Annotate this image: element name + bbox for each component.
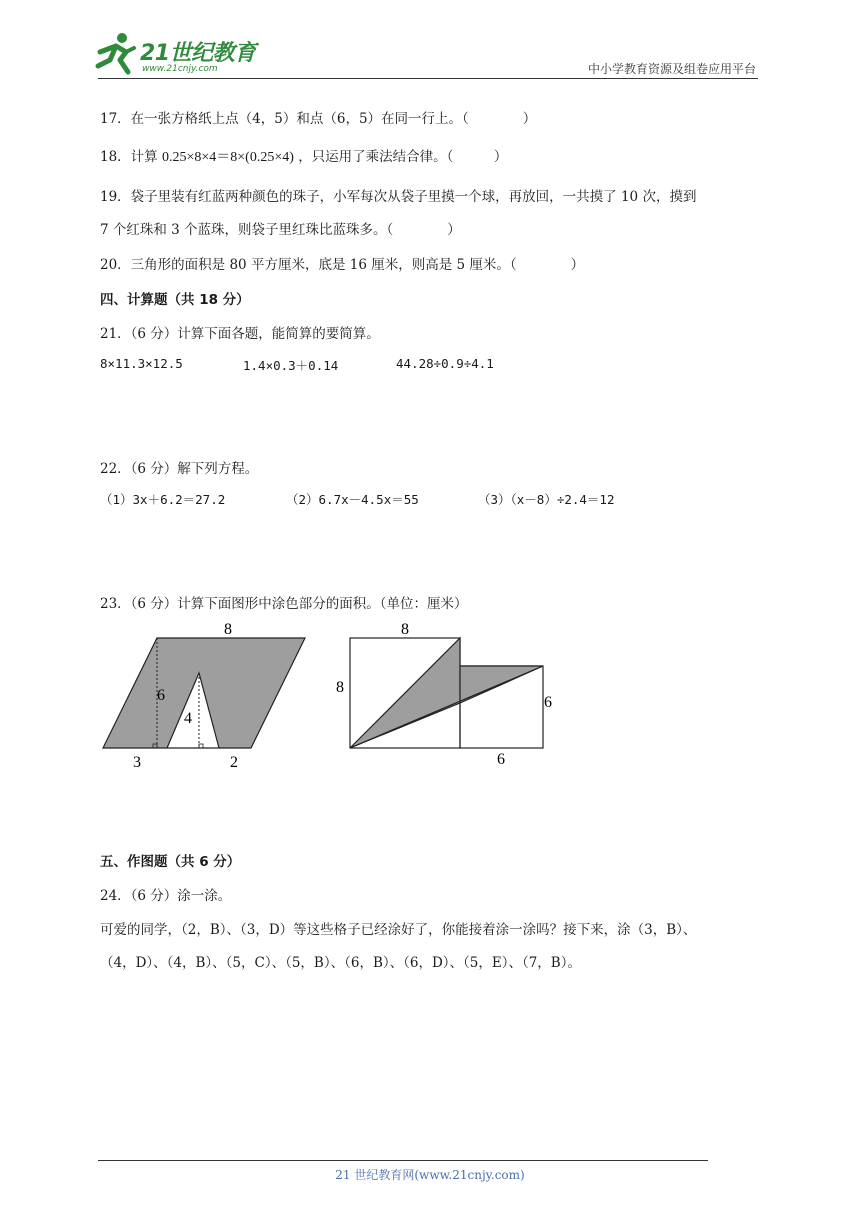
runner-logo-icon — [92, 30, 138, 76]
site-logo — [92, 30, 262, 80]
question-24-line1: 可爱的同学，（2，B）、（3，D）等这些格子已经涂好了，你能接着涂一涂吗？接下来，涂（3，B）、 — [100, 922, 697, 938]
footer-divider — [98, 1160, 708, 1161]
label-top: 8 — [224, 621, 232, 638]
question-18-prefix: 18．计算 — [100, 149, 158, 165]
q22-item-2: （2）6.7x－4.5x＝55 — [286, 492, 419, 507]
question-18 — [100, 145, 507, 166]
label-right: 2 — [230, 754, 238, 771]
label-left: 3 — [133, 754, 141, 771]
label-right: 6 — [544, 694, 552, 711]
question-18-suffix: ，只运用了乘法结合律。（ ） — [298, 149, 508, 165]
section-5-title: 五、作图题（共 6 分） — [100, 854, 241, 870]
q21-item-2: 1.4×0.3＋0.14 — [243, 358, 339, 373]
q22-item-1: （1）3x＋6.2＝27.2 — [100, 492, 226, 507]
label-height: 6 — [157, 687, 165, 704]
q22-item-3: （3）（x－8）÷2.4＝12 — [478, 492, 615, 507]
question-22: 22．（6 分）解下列方程。 — [100, 461, 259, 477]
platform-name: 中小学教育资源及组卷应用平台 — [587, 62, 756, 76]
question-19-line2: 7 个红珠和 3 个蓝珠，则袋子里红珠比蓝珠多。（ ） — [100, 222, 461, 238]
question-19-line1: 19．袋子里装有红蓝两种颜色的珠子，小军每次从袋子里摸一个球，再放回，一共摸了 10 次，摸到 — [100, 189, 697, 205]
question-23: 23．（6 分）计算下面图形中涂色部分的面积。（单位：厘米） — [100, 596, 468, 612]
label-bottom: 6 — [497, 751, 505, 768]
shaded-triangle-1 — [350, 638, 460, 748]
q21-item-3: 44.28÷0.9÷4.1 — [396, 356, 494, 371]
question-17: 17．在一张方格纸上点（4，5）和点（6，5）在同一行上。（ ） — [100, 111, 537, 127]
question-21: 21．（6 分）计算下面各题，能简算的要简算。 — [100, 326, 380, 342]
figure-rectangles — [330, 615, 560, 775]
footer-link[interactable]: 21 世纪教育网(www.21cnjy.com) — [335, 1168, 525, 1182]
figure-parallelogram — [95, 615, 315, 775]
section-4-title: 四、计算题（共 18 分） — [100, 292, 250, 308]
label-left: 8 — [336, 679, 344, 696]
question-20: 20．三角形的面积是 80 平方厘米，底是 16 厘米，则高是 5 厘米。（ ） — [100, 257, 585, 273]
logo-title: 21世纪教育 — [140, 41, 256, 66]
question-24: 24．（6 分）涂一涂。 — [100, 888, 232, 904]
question-18-formula: 0.25×8×4＝8×(0.25×4) — [161, 150, 294, 165]
question-24-line2: （4，D）、（4，B）、（5，C）、（5，B）、（6，B）、（6，D）、（5，E）、（7，B）。 — [100, 955, 581, 971]
q21-item-1: 8×11.3×12.5 — [100, 356, 183, 371]
header-divider — [98, 78, 758, 79]
label-top: 8 — [401, 621, 409, 638]
label-inner: 4 — [184, 710, 192, 727]
logo-url: www.21cnjy.com — [142, 64, 218, 74]
shaded-region — [103, 638, 305, 748]
